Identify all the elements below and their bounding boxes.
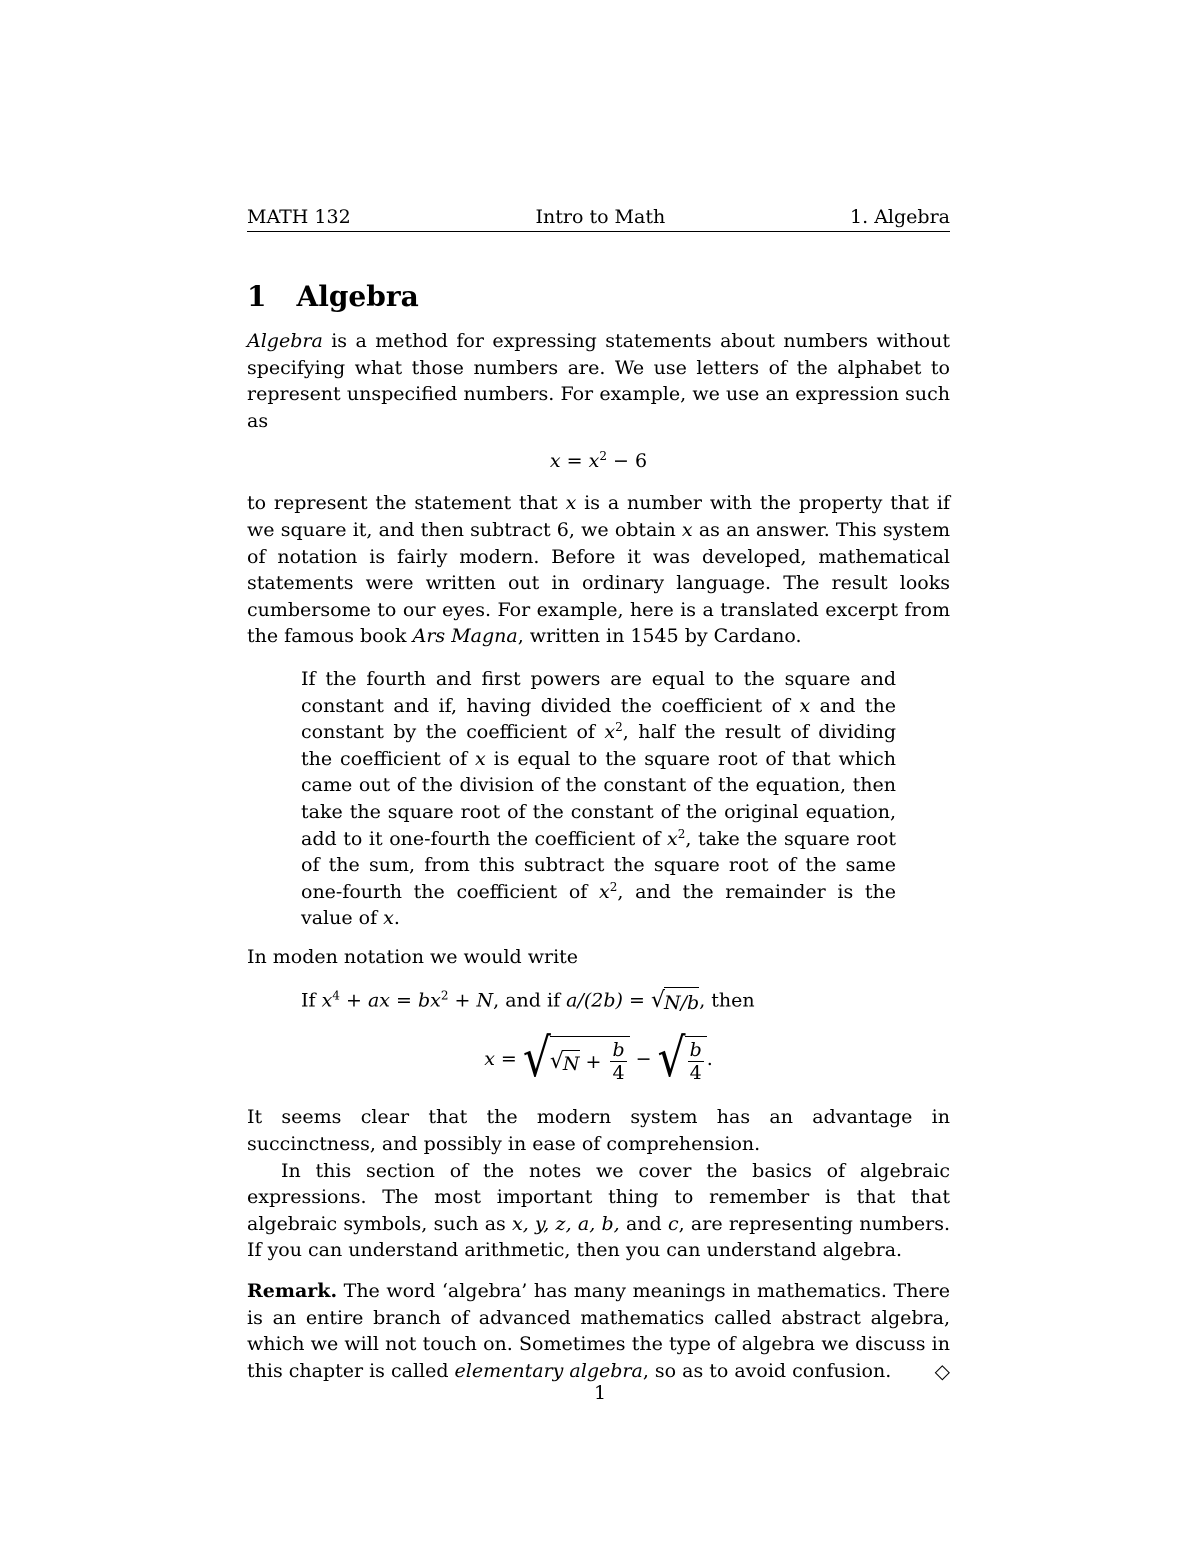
page-content [247,205,950,1384]
cardano-quote: If the fourth and first powers are equal to the square and constant and if, having divided the coefficient of x and the constant by the coefficient of $x^2$, half the result of dividing the coefficient of x is equal to the square root of that which came out of the division of the constant of the equation, then take the square root of the constant of the original equation, add to it one-fourth the coefficient of $x^2$, take the square root of the sum, from this subtract the square root of the same one-fourth the coefficient of $x^2$, and the remainder is the value of x. [301,667,897,930]
outer-radical: √ √ N + $\frac{b}{4}$ [523,1034,630,1084]
section-heading [247,280,950,314]
modern-notation-intro: In moden notation we would write [247,945,579,968]
sqrt-b-over-4: √ $\frac{b}{4}$ [658,1034,707,1084]
intro-paragraph: Algebra is a method for expressing statements about numbers without specifying what those numbers are. We use letters of the alphabet to represent unspecified numbers. For example, we use an expression such as [247,330,950,432]
header-title: Intro to Math [535,206,666,228]
page-number: 1 [593,1382,607,1404]
fraction-b-over-4: $\frac{b}{4}$ [612,1039,625,1085]
equation-condition: If $x^4$ + ax = $bx^2 + N$, and if a/(2b) = √ N/b , then [301,985,950,1016]
term-elementary-algebra: elementary algebra [454,1359,643,1382]
book-title: Ars Magna [412,625,518,648]
running-header [247,205,950,232]
sqrt-n-over-b: √ N/b [650,987,700,1015]
succinctness-paragraph: It seems clear that the modern system has an advantage in succinctness, and possibly in ease of comprehension. [247,1106,950,1156]
section-title: Algebra [296,280,419,313]
header-chapter: 1. Algebra [850,206,950,228]
end-of-remark-diamond: ◇ [934,1358,950,1383]
equation-solution: x = √ √ N + $\frac{b}{4}$ − √ $\frac{b}{4}$ . [484,1028,713,1090]
remark-label: Remark. [247,1280,338,1303]
notation-paragraph: to represent the statement that x is a number with the property that if we square it, and then subtract 6, we obtain x as an answer. This system of notation is fairly modern. Before it was developed, mathematical statements were written out in ordinary language. The result looks cumbersome to our eyes. For example, here is a translated excerpt from the famous book Ars Magna, written in 1545 by Cardano. [247,492,950,648]
section-overview-paragraph: In this section of the notes we cover the basics of algebraic expressions. The most important thing to remember is that that algebraic symbols, such as x, y, z, a, b, and c, are representing numbers. If you can understand arithmetic, then you can understand algebra. [247,1159,950,1262]
remark-paragraph: Remark. The word ‘algebra’ has many meanings in mathematics. There is an entire branch of advanced mathematics called abstract algebra, which we will not touch on. Sometimes the type of algebra we discuss in this chapter is called elementary algebra, so as to avoid confusion. ◇ [247,1280,950,1383]
header-course: MATH 132 [247,206,351,228]
equation-x-squared: $x = x^2 - 6$ [549,449,648,473]
section-number: 1 [247,280,267,313]
term-algebra: Algebra [247,330,323,352]
sqrt-n: √ N [549,1048,580,1076]
